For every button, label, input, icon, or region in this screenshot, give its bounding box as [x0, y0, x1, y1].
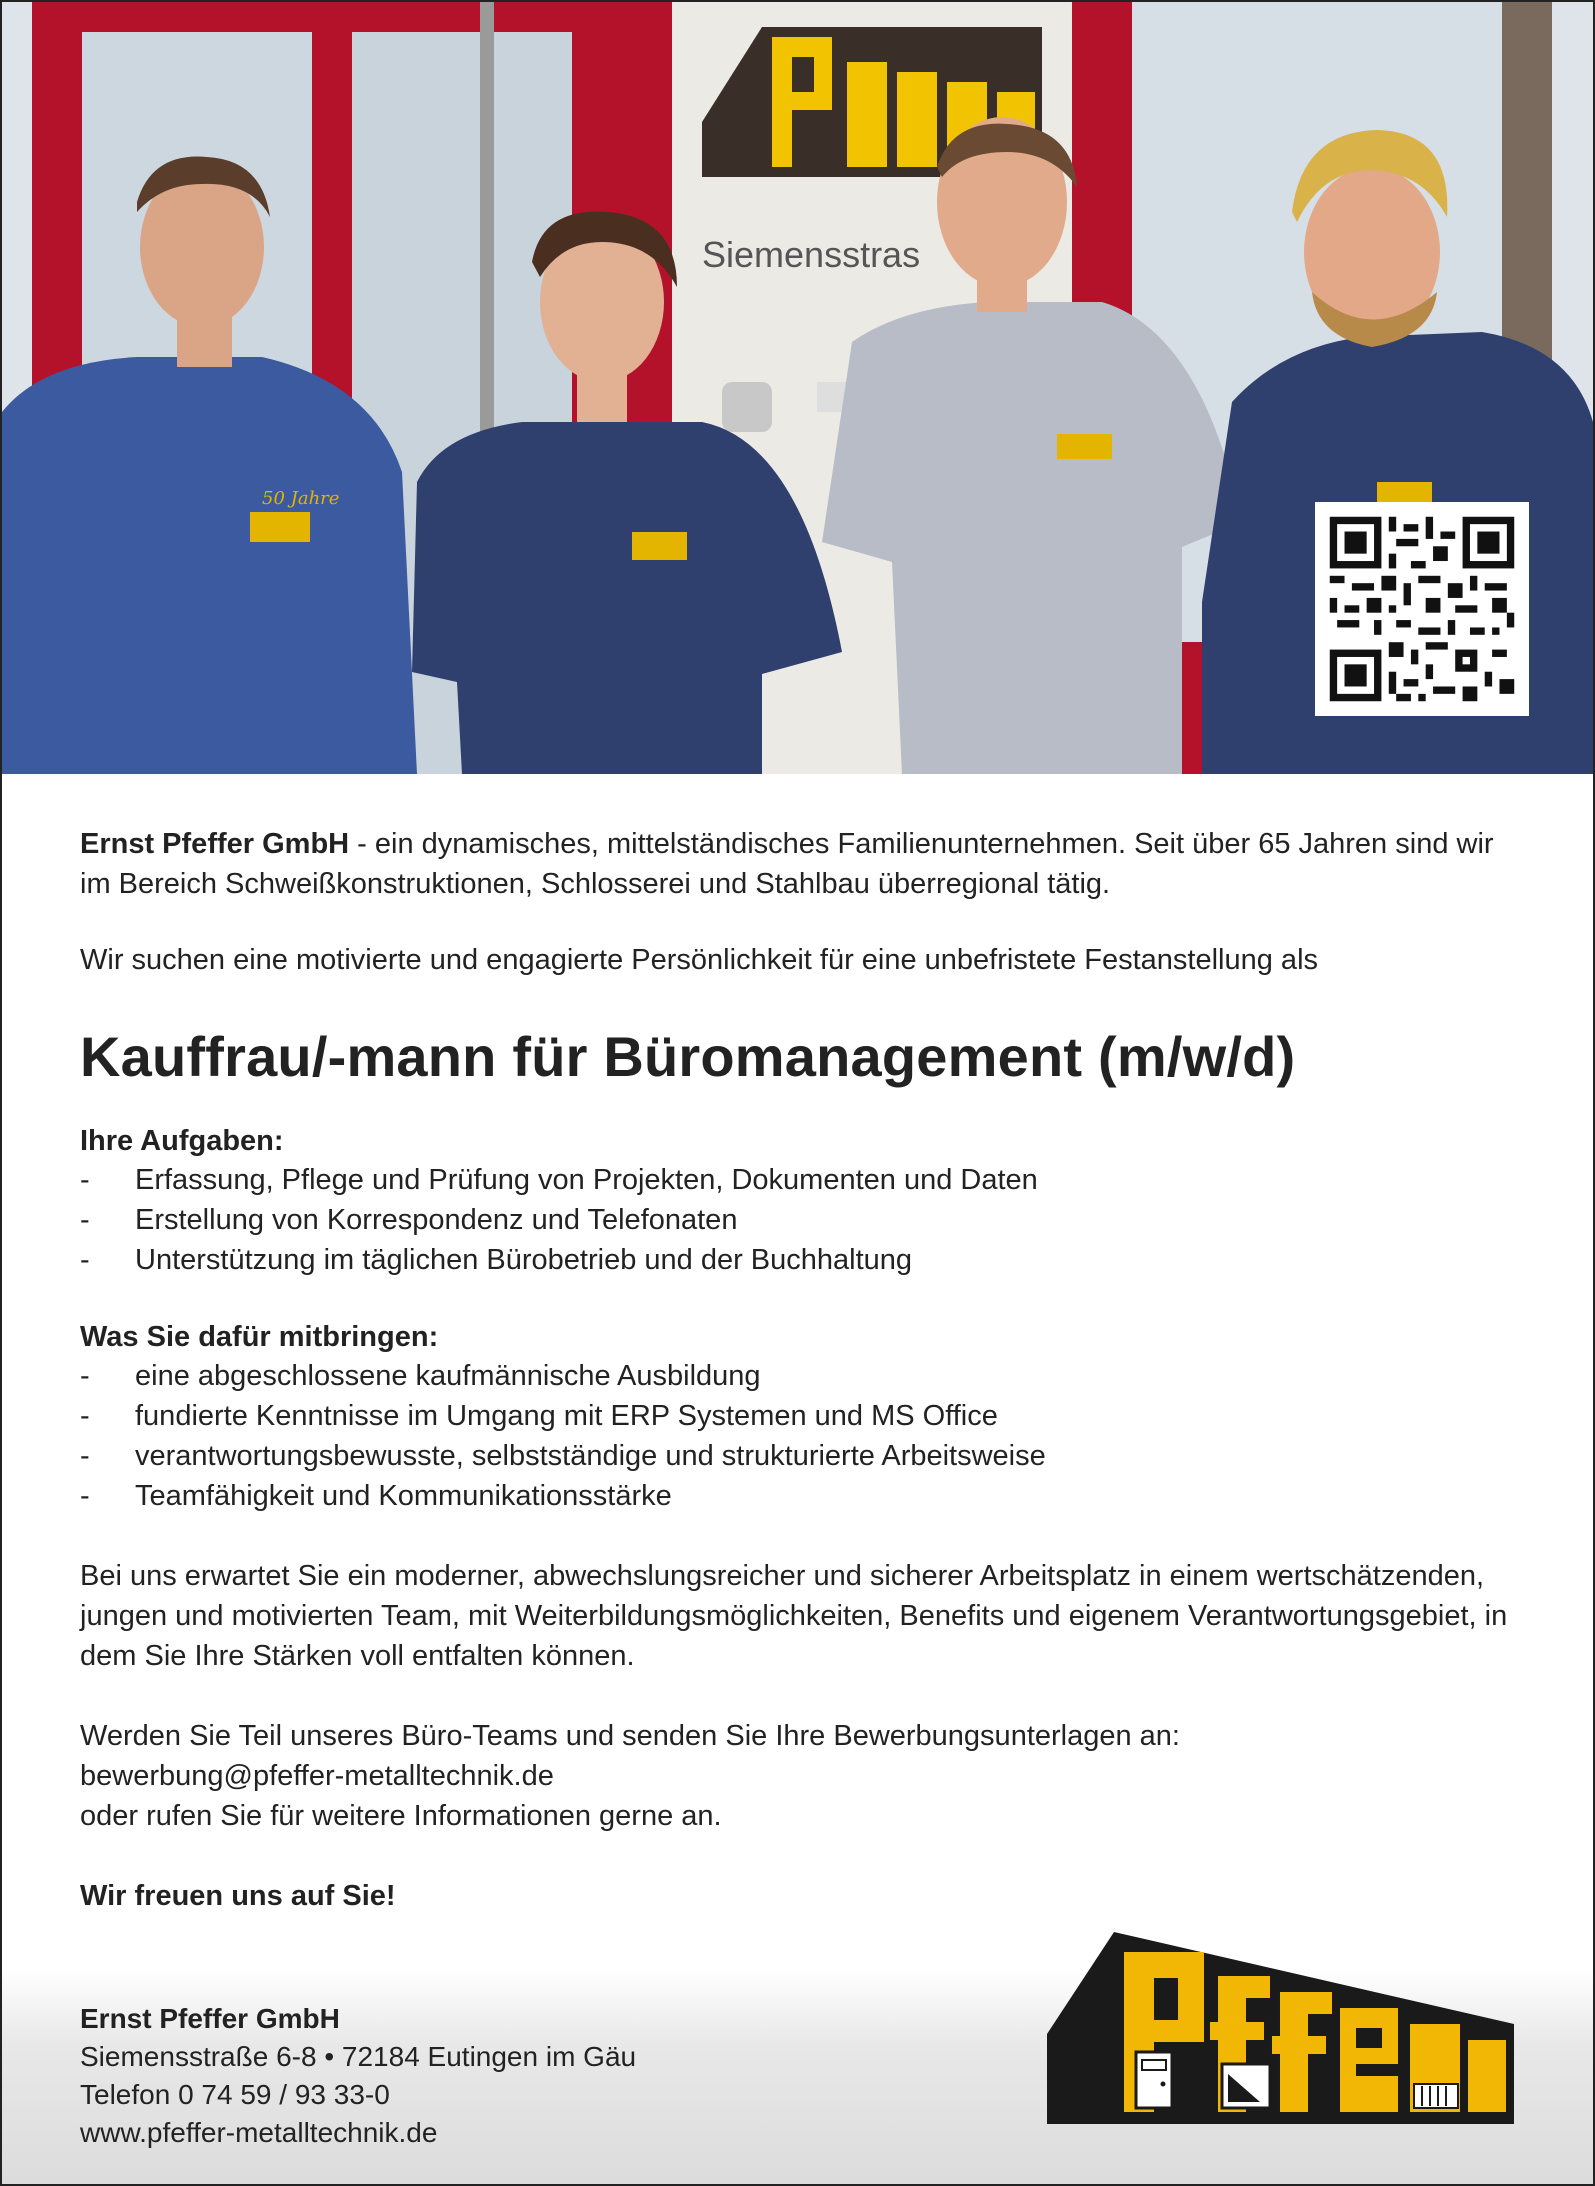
closing-line: Wir freuen uns auf Sie! [80, 1880, 396, 1912]
apply-line: Werden Sie Teil unseres Büro-Teams und senden Sie Ihre Bewerbungsunterlagen an: [80, 1720, 1180, 1752]
list-item: - fundierte Kenntnisse im Umgang mit ERP Systemen und MS Office [80, 1400, 998, 1432]
apply-call-line: oder rufen Sie für weitere Informationen gerne an. [80, 1800, 722, 1832]
requirements-list [80, 1356, 1520, 1516]
team-photo [2, 2, 1593, 774]
pfeffer-logo [1042, 1924, 1522, 2154]
list-item: - eine abgeschlossene kaufmännische Ausbildung [80, 1360, 761, 1392]
list-item: - Erfassung, Pflege und Prüfung von Projekten, Dokumenten und Daten [80, 1164, 1038, 1196]
list-item: - Teamfähigkeit und Kommunikationsstärke [80, 1480, 672, 1512]
list-item: - Erstellung von Korrespondenz und Telefonaten [80, 1204, 738, 1236]
svg-text:50 Jahre: 50 Jahre [262, 488, 340, 509]
tasks-list [80, 1160, 1520, 1280]
requirements-heading: Was Sie dafür mitbringen: [80, 1321, 439, 1353]
footer-contact [80, 2000, 636, 2152]
intro-company-name: Ernst Pfeffer GmbH [80, 828, 350, 860]
qr-code-icon[interactable] [1315, 502, 1529, 716]
search-sentence: Wir suchen eine motivierte und engagierte Persönlichkeit für eine unbefristete Festanstellung als [80, 944, 1319, 976]
intro-paragraph [80, 824, 1520, 904]
apply-paragraph [80, 1716, 1520, 1836]
footer-phone[interactable]: Telefon 0 74 59 / 93 33-0 [80, 2079, 390, 2110]
door-sign-text: Siemensstras [702, 234, 921, 275]
tasks-heading: Ihre Aufgaben: [80, 1125, 284, 1157]
apply-email-link[interactable]: bewerbung@pfeffer-metalltechnik.de [80, 1760, 554, 1792]
footer-company: Ernst Pfeffer GmbH [80, 2003, 340, 2034]
list-item: - verantwortungsbewusste, selbstständige und strukturierte Arbeitsweise [80, 1440, 1046, 1472]
job-title: Kauffrau/-mann für Büromanagement (m/w/d) [80, 1025, 1296, 1088]
ad-content [80, 824, 1520, 1916]
intro-text: - ein dynamisches, mittelständisches Familienunternehmen. Seit über 65 Jahren sind wir im Bereich Schweißkonstruktionen, Schlosserei und Stahlbau überregional tätig. [80, 828, 1494, 900]
offer-paragraph: Bei uns erwartet Sie ein moderner, abwechslungsreicher und sicherer Arbeitsplatz in einem wertschätzenden, jungen und motivierten Team, mit Weiterbildungsmöglichkeiten, Benefits und eigenem Verantwortungsgebiet, in dem Sie Ihre Stärken voll entfalten können. [80, 1560, 1508, 1672]
footer-website-link[interactable]: www.pfeffer-metalltechnik.de [80, 2117, 438, 2148]
footer-address: Siemensstraße 6-8 • 72184 Eutingen im Gäu [80, 2041, 637, 2072]
list-item: - Unterstützung im täglichen Bürobetrieb und der Buchhaltung [80, 1244, 913, 1276]
